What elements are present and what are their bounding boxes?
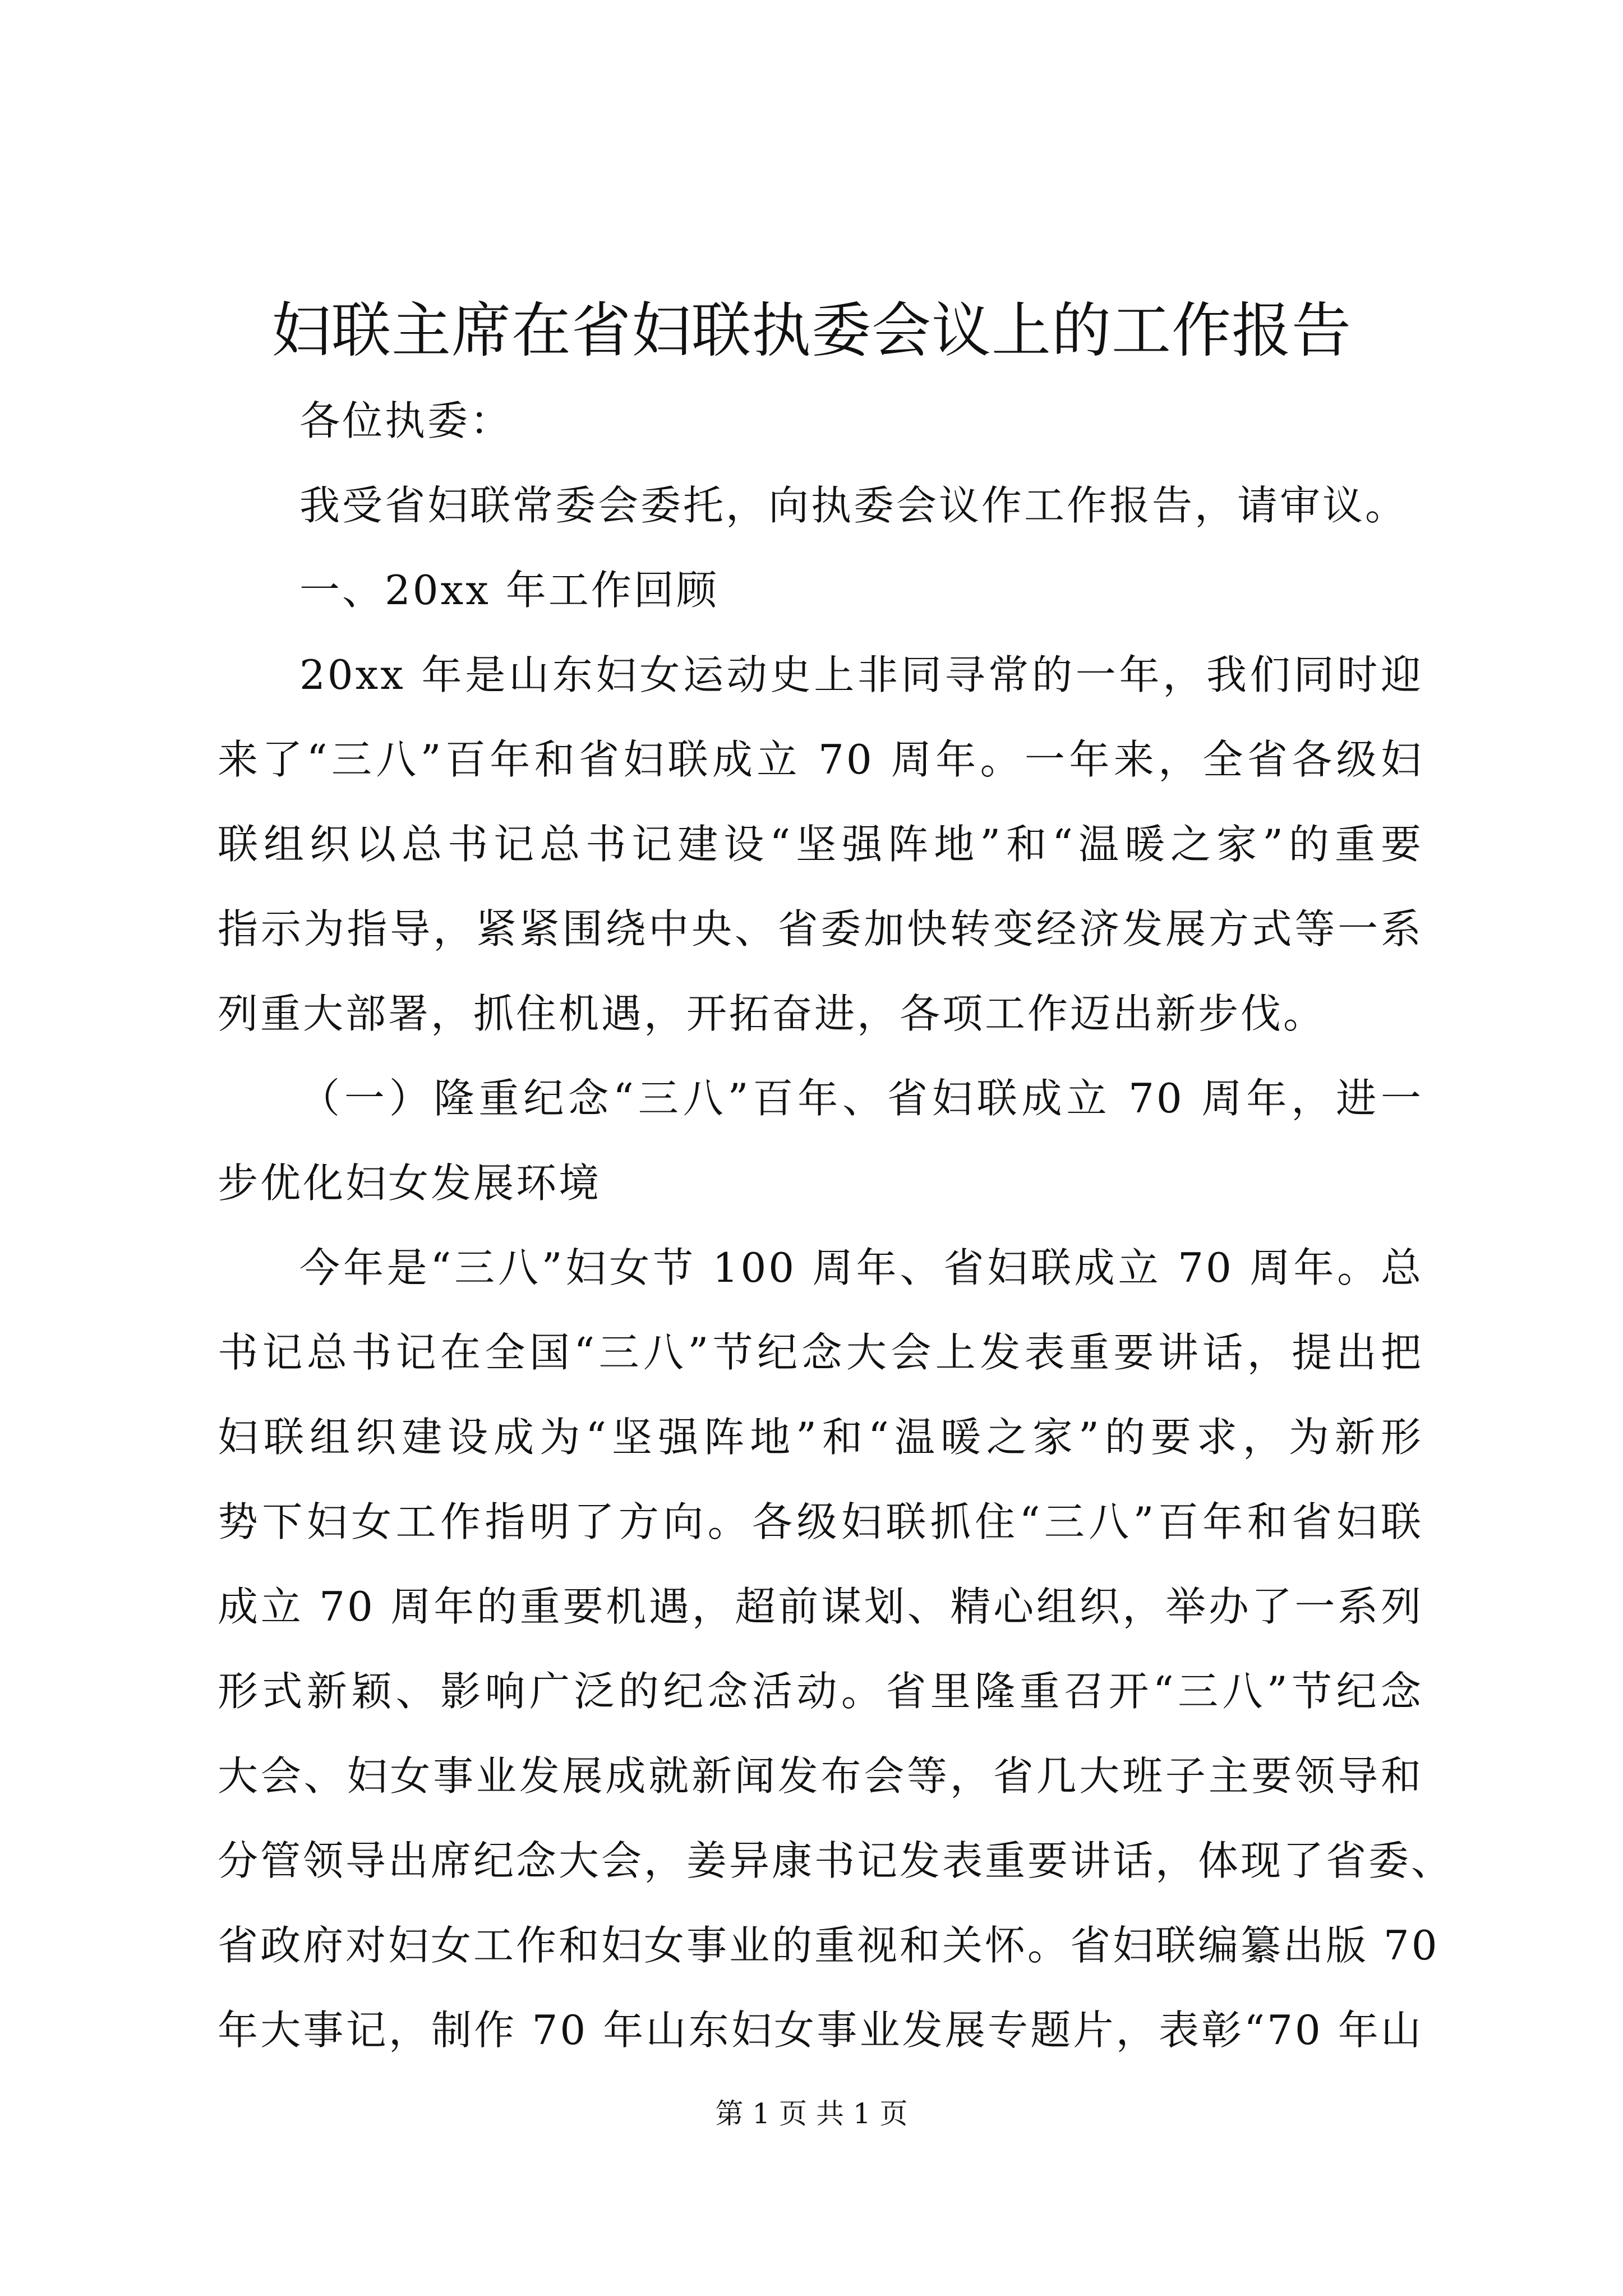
paragraph-line: 列重大部署，抓住机遇，开拓奋进，各项工作迈出新步伐。: [218, 990, 1326, 1037]
paragraph-line: 指示为指导，紧紧围绕中央、省委加快转变经济发展方式等一系: [218, 905, 1423, 953]
salutation-line: 各位执委：: [299, 397, 513, 444]
paragraph-line: 形式新颖、影响广泛的纪念活动。省里隆重召开“三八”节纪念: [218, 1668, 1423, 1715]
paragraph-line: 年大事记，制作 70 年山东妇女事业发展专题片，表彰“70 年山: [218, 2007, 1423, 2054]
paragraph-line: 势下妇女工作指明了方向。各级妇联抓住“三八”百年和省妇联: [218, 1498, 1423, 1545]
subsection-heading: 步优化妇女发展环境: [218, 1159, 602, 1207]
paragraph-line: 书记总书记在全国“三八”节纪念大会上发表重要讲话，提出把: [218, 1329, 1423, 1376]
paragraph-line: 来了“三八”百年和省妇联成立 70 周年。一年来，全省各级妇: [218, 736, 1423, 783]
paragraph-line: 今年是“三八”妇女节 100 周年、省妇联成立 70 周年。总: [299, 1244, 1423, 1291]
document-body: [218, 379, 1454, 2073]
paragraph-line: 省政府对妇女工作和妇女事业的重视和关怀。省妇联编纂出版 70: [218, 1922, 1440, 1969]
paragraph-line: 20xx 年是山东妇女运动史上非同寻常的一年，我们同时迎: [299, 651, 1423, 698]
page-number-footer: 第 1 页 共 1 页: [715, 2097, 908, 2130]
paragraph-line: 妇联组织建设成为“坚强阵地”和“温暖之家”的要求，为新形: [218, 1414, 1423, 1461]
subsection-heading: （一）隆重纪念“三八”百年、省妇联成立 70 周年，进一: [299, 1075, 1423, 1122]
document-title: 妇联主席在省妇联执委会议上的工作报告: [271, 296, 1352, 365]
paragraph-line: 我受省妇联常委会委托，向执委会议作工作报告，请审议。: [299, 482, 1408, 529]
paragraph-line: 大会、妇女事业发展成就新闻发布会等，省几大班子主要领导和: [218, 1752, 1423, 1800]
paragraph-line: 成立 70 周年的重要机遇，超前谋划、精心组织，举办了一系列: [218, 1583, 1423, 1630]
paragraph-line: 分管领导出席纪念大会，姜异康书记发表重要讲话，体现了省委、: [218, 1837, 1454, 1884]
section-heading: 一、20xx 年工作回顾: [299, 567, 719, 614]
paragraph-line: 联组织以总书记总书记建设“坚强阵地”和“温暖之家”的重要: [218, 821, 1423, 868]
